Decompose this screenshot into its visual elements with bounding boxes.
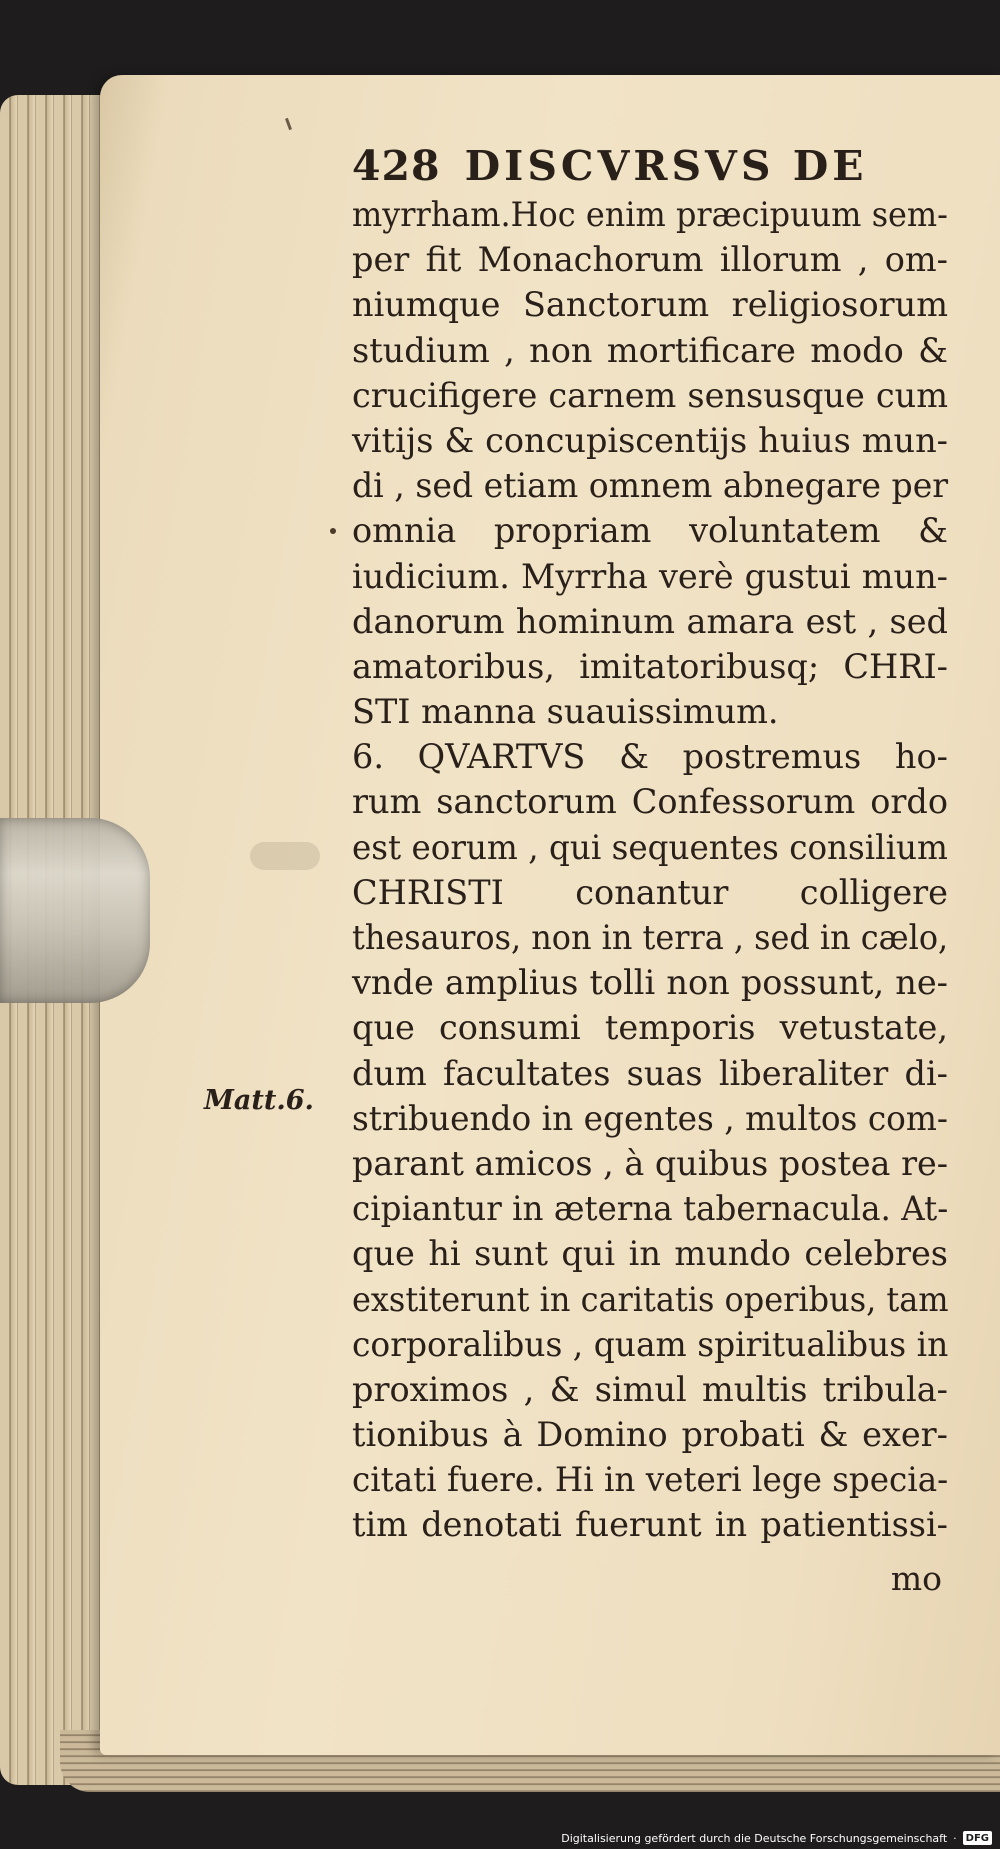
text-line: studium , non mortificare modo & — [352, 330, 948, 370]
text-line: crucifigere carnem sensusque cum — [352, 375, 948, 415]
page-clip — [0, 818, 150, 1003]
text-line: di , sed etiam omnem abnegare per — [352, 466, 949, 506]
page-number: 428 — [352, 142, 441, 190]
credit-text: Digitalisierung gefördert durch die Deutsche Forschungsgemeinschaft — [561, 1831, 948, 1845]
text-line: omnia propriam voluntatem & — [352, 511, 948, 551]
text-line: que hi sunt qui in mundo celebres — [352, 1234, 948, 1274]
text-line: que consumi temporis vetustate, — [352, 1008, 948, 1048]
text-line: amatoribus, imitatoribusq; CHRI- — [352, 646, 948, 686]
margin-note: Matt.6. — [204, 1085, 314, 1116]
text-line: myrrham.Hoc enim præcipuum sem- — [352, 195, 948, 234]
text-line: niumque Sanctorum religiosorum — [352, 285, 948, 325]
text-line: STI manna suauissimum. — [352, 692, 779, 732]
page-smudge — [250, 842, 320, 870]
text-line: tim denotati fuerunt in patientissi- — [352, 1505, 948, 1545]
running-title: DISCVRSVS DE — [464, 142, 868, 190]
text-line: 6. QVARTVS & postremus ho- — [352, 737, 948, 777]
text-line: proximos , & simul multis tribula- — [352, 1369, 948, 1409]
text-line: exstiterunt in caritatis operibus, tam — [352, 1279, 949, 1319]
text-line: vitijs & concupiscentijs huius mun- — [352, 420, 948, 460]
text-block — [352, 142, 948, 1601]
text-line: tionibus à Domino probati & exer- — [352, 1415, 948, 1455]
text-line: dum facultates suas liberaliter di- — [352, 1053, 948, 1093]
text-line: per fit Monachorum illorum , om- — [352, 240, 948, 280]
text-line: iudicium. Myrrha verè gustui mun- — [352, 556, 948, 596]
text-line: CHRISTI conantur colligere — [352, 872, 948, 912]
text-line: citati fuere. Hi in veteri lege specia- — [352, 1460, 949, 1500]
catchword: mo — [890, 1558, 942, 1598]
text-line: rum sanctorum Confessorum ordo — [352, 782, 948, 822]
body-text — [352, 192, 948, 1548]
running-head — [352, 142, 948, 190]
text-line: stribuendo in egentes , multos com- — [352, 1098, 948, 1138]
dfg-logo: DFG — [963, 1831, 992, 1845]
text-line: corporalibus , quam spiritualibus in — [352, 1324, 949, 1364]
text-line: parant amicos , à quibus postea re- — [352, 1143, 949, 1183]
text-line: est eorum , qui sequentes consilium — [352, 827, 948, 867]
digitization-credit: Digitalisierung gefördert durch die Deutsche Forschungsgemeinschaft · DFG — [0, 1827, 1000, 1849]
text-line: cipiantur in æterna tabernacula. At- — [352, 1189, 949, 1229]
text-line: thesauros, non in terra , sed in cælo, — [352, 918, 949, 957]
text-line: danorum hominum amara est , sed — [352, 601, 948, 641]
stray-dot — [330, 528, 336, 534]
text-line: vnde amplius tolli non possunt, ne- — [352, 963, 948, 1003]
